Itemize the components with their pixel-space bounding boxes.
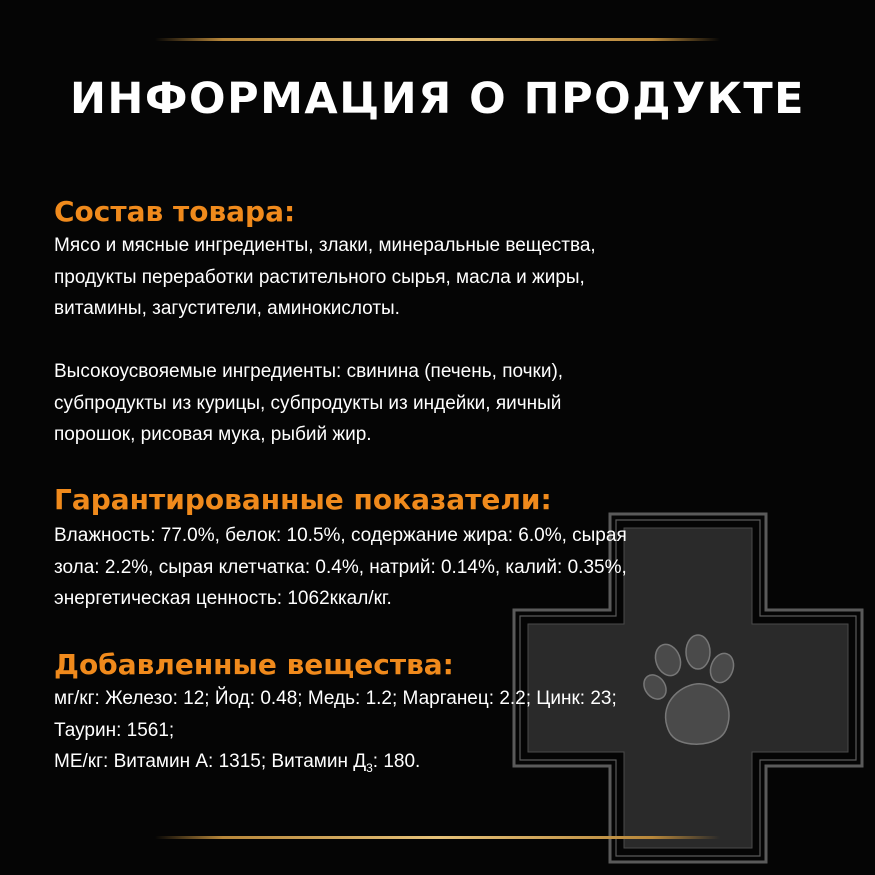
composition-line: Мясо и мясные ингредиенты, злаки, минеральные вещества, bbox=[54, 235, 596, 256]
vitamin-subscript: 3 bbox=[366, 761, 373, 775]
highly-digestible-text bbox=[54, 356, 563, 451]
highly-digestible-line: субпродукты из курицы, субпродукты из индейки, яичный bbox=[54, 392, 562, 414]
additives-heading: Добавленные вещества: bbox=[54, 648, 454, 681]
vitamin-value: : 180. bbox=[372, 751, 421, 772]
composition-text bbox=[54, 230, 596, 325]
bottom-gold-divider bbox=[155, 836, 720, 839]
vitamin-text: МЕ/кг: Витамин А: 1315; Витамин Д bbox=[54, 751, 367, 772]
guaranteed-text bbox=[54, 520, 627, 615]
highly-digestible-line: Высокоусвояемые ингредиенты: свинина (печень, почки), bbox=[54, 361, 564, 382]
top-gold-divider bbox=[155, 38, 720, 41]
additives-text bbox=[54, 683, 617, 778]
additives-line: мг/кг: Железо: 12; Йод: 0.48; Медь: 1.2; Марганец: 2.2; Цинк: 23; bbox=[54, 688, 617, 709]
guaranteed-heading: Гарантированные показатели: bbox=[54, 483, 552, 516]
additives-line bbox=[54, 746, 617, 778]
guaranteed-line: зола: 2.2%, сырая клетчатка: 0.4%, натрий: 0.14%, калий: 0.35%, bbox=[54, 556, 627, 578]
composition-heading: Состав товара: bbox=[54, 195, 296, 228]
guaranteed-line: энергетическая ценность: 1062ккал/кг. bbox=[54, 588, 392, 609]
composition-line: продукты переработки растительного сырья, масла и жиры, bbox=[54, 266, 585, 288]
composition-line: витамины, загустители, аминокислоты. bbox=[54, 298, 400, 319]
additives-line: Таурин: 1561; bbox=[54, 719, 175, 741]
guaranteed-line: Влажность: 77.0%, белок: 10.5%, содержание жира: 6.0%, сырая bbox=[54, 525, 627, 546]
page-title: ИНФОРМАЦИЯ О ПРОДУКТЕ bbox=[69, 74, 806, 124]
highly-digestible-line: порошок, рисовая мука, рыбий жир. bbox=[54, 424, 372, 445]
